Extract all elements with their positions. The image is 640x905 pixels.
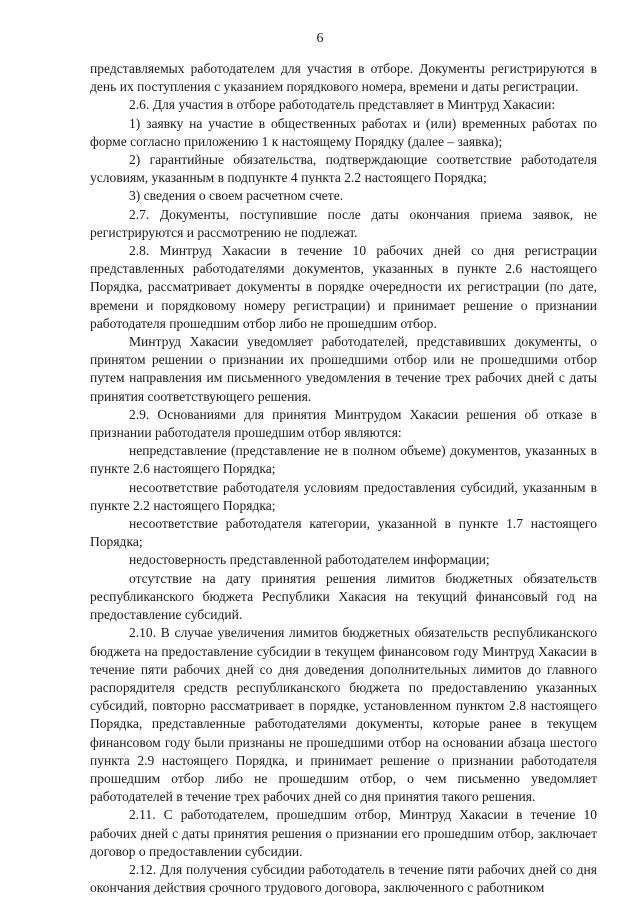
refusal-ground-no-limits: отсутствие на дату принятия решения лимитов бюджетных обязательств республиканского бюджета Республики Хакасия на текущий финансовый год на предоставление субсидий. [90,570,597,623]
paragraph-2-8: 2.8. Минтруд Хакасии в течение 10 рабочих дней со дня регистрации представленных работодателями документов, указанных в пункте 2.6 настоящего Порядка, рассматривает документы в порядке очередности их регистрации (по дате, времени и порядковому номеру регистрации) и принимает решение о признании работодателя прошедшим отбор либо не прошедшим отбор. [90,243,597,331]
list-item-bank-account: 3) сведения о своем расчетном счете. [129,188,344,204]
page-number: 6 [316,31,324,46]
refusal-ground-documents: непредставление (представление не в полном объеме) документов, указанных в пункте 2.6 настоящего Порядка; [90,443,597,477]
paragraph-2-9: 2.9. Основаниями для принятия Минтрудом Хакасии решения об отказе в признании работодателя прошедшим отбор являются: [90,406,597,441]
paragraph-continuation: представляемых работодателем для участия в отборе. Документы регистрируются в день их поступления с указанием порядкового номера, времени и даты регистрации. [90,61,597,95]
document-body [90,60,597,897]
paragraph-notification: Минтруд Хакасии уведомляет работодателей, представивших документы, о принятом решении о признании их прошедшими отбор или не прошедшими отбор путем направления им письменного уведомления в течение трех рабочих дней с даты принятия соответствующего решения. [90,334,597,404]
paragraph-2-11: 2.11. С работодателем, прошедшим отбор, Минтруд Хакасии в течение 10 рабочих дней с даты принятия решения о признании его прошедшим отбор, заключает договор о предоставлении субсидии. [90,807,597,859]
paragraph-2-12: 2.12. Для получения субсидии работодатель в течение пяти рабочих дней со дня окончания действия срочного трудового договора, заключенного с работником [90,861,597,896]
refusal-ground-false-info: недостоверность представленной работодателем информации; [129,552,490,568]
paragraph-2-10: 2.10. В случае увеличения лимитов бюджетных обязательств республиканского бюджета на предоставление субсидии в текущем финансовом году Минтруд Хакасии в течение пяти рабочих дней со дня доведения дополнительных лимитов до главного распорядителя средств республиканского бюджета по предоставлению указанных субсидий, повторно рассматривает в порядке, установленном пунктом 2.8 настоящего Порядка, представленные работодателями документы, которые ранее в текущем финансовом году были признаны не прошедшими отбор на основании абзаца шестого пункта 2.9 настоящего Порядка, и принимает решение о признании работодателя прошедшим отбор либо не прошедшим отбор, о чем письменно уведомляет работодателей в течение трех рабочих дней со дня принятия такого решения. [90,625,597,805]
paragraph-2-7: 2.7. Документы, поступившие после даты окончания приема заявок, не регистрируются и рассмотрению не подлежат. [90,206,597,240]
refusal-ground-category: несоответствие работодателя категории, указанной в пункте 1.7 настоящего Порядка; [90,516,597,550]
paragraph-2-6: 2.6. Для участия в отборе работодатель представляет в Минтруд Хакасии: [129,97,556,113]
refusal-ground-conditions: несоответствие работодателя условиям предоставления субсидий, указанным в пункте 2.2 настоящего Порядка; [90,479,597,513]
list-item-guarantees: 2) гарантийные обязательства, подтверждающие соответствие работодателя условиям, указанным в подпункте 4 пункта 2.2 настоящего Порядка; [90,152,597,186]
list-item-application: 1) заявку на участие в общественных работах и (или) временных работах по форме согласно приложению 1 к настоящему Порядку (далее – заявка); [90,115,597,149]
